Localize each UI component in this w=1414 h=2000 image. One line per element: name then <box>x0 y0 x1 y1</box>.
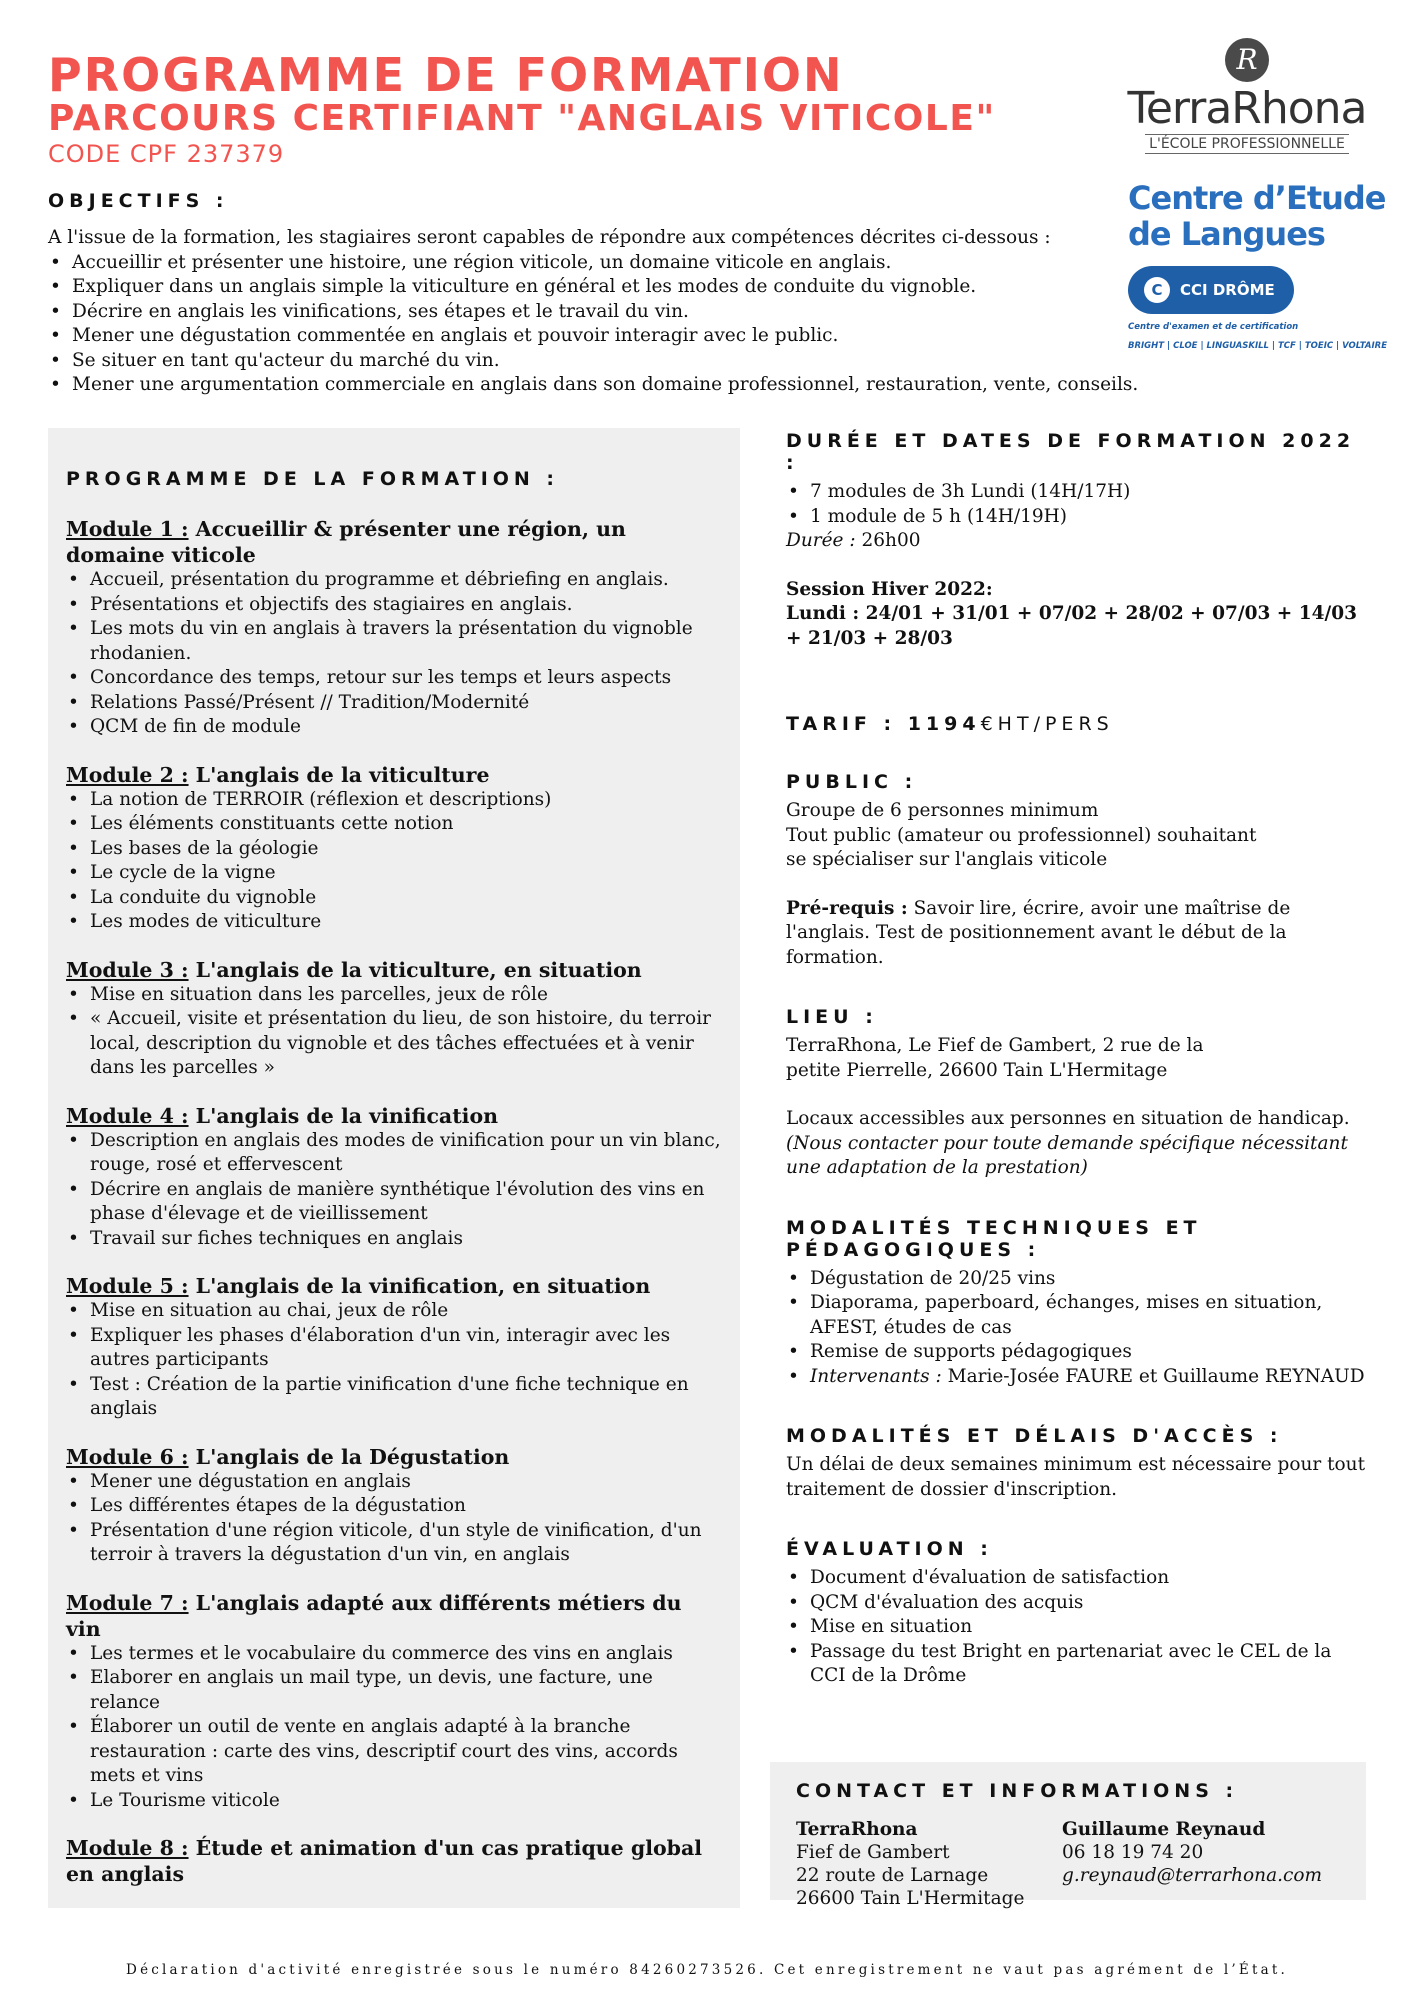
module-title <box>66 1590 722 1642</box>
list-item: • Relations Passé/Présent // Tradition/Modernité <box>66 691 722 716</box>
cel-note-line1: Centre d'examen et de certification <box>1128 322 1299 332</box>
module-7 <box>66 1590 722 1814</box>
modalites-acces-text: Un délai de deux semaines minimum est nécessaire pour tout traitement de dossier d'inscription. <box>786 1454 1366 1500</box>
public-title: PUBLIC : <box>786 771 918 793</box>
cci-mark-icon: C <box>1144 277 1170 303</box>
programme-title: PROGRAMME DE LA FORMATION : <box>66 468 560 490</box>
list-item: • Document d'évaluation de satisfaction <box>786 1566 1366 1591</box>
public-section <box>786 771 1366 970</box>
module-title <box>66 762 722 788</box>
intervenants-names: Marie-Josée FAURE et Guillaume REYNAUD <box>941 1365 1365 1387</box>
list-item: • Les bases de la géologie <box>66 837 722 862</box>
public-line2: Tout public (amateur ou professionnel) souhaitant <box>786 824 1257 846</box>
module-label: Module 8 : <box>66 1836 189 1860</box>
objectifs-title: OBJECTIFS : <box>48 190 229 212</box>
list-item: • Expliquer dans un anglais simple la viticulture en général et les modes de conduite du vignoble. <box>48 275 1198 300</box>
session-dates: Lundi : 24/01 + 31/01 + 07/02 + 28/02 + 07/03 + 14/03 + 21/03 + 28/03 <box>786 603 1357 649</box>
module-title <box>66 1444 722 1470</box>
module-label: Module 5 : <box>66 1274 189 1298</box>
terrarhona-logo <box>1116 38 1378 154</box>
evaluation-list <box>786 1566 1366 1689</box>
list-item: • QCM de fin de module <box>66 715 722 740</box>
module-name: Étude et animation d'un cas pratique global en anglais <box>66 1836 703 1886</box>
info-column <box>786 430 1366 1725</box>
module-title <box>66 516 722 568</box>
lieu-title: LIEU : <box>786 1006 878 1028</box>
module-title <box>66 1835 722 1887</box>
module-6 <box>66 1444 722 1568</box>
tarif-label: TARIF : <box>786 713 908 735</box>
cci-label: CCI DRÔME <box>1180 281 1275 299</box>
list-item: • « Accueil, visite et présentation du lieu, de son histoire, du terroir local, description du vignoble et des tâches effectuées et à venir dans les parcelles » <box>66 1007 722 1081</box>
public-line1: Groupe de 6 personnes minimum <box>786 800 1099 821</box>
intervenants-label: Intervenants : <box>810 1365 942 1387</box>
module-4 <box>66 1103 722 1252</box>
list-item: • Mener une argumentation commerciale en anglais dans son domaine professionnel, restauration, vente, conseils. <box>48 373 1198 398</box>
cel-title-line1: Centre d’Etude <box>1128 179 1386 217</box>
list-item: • Les mots du vin en anglais à travers la présentation du vignoble rhodanien. <box>66 617 722 666</box>
tarif-line <box>786 713 1366 735</box>
module-label: Module 3 : <box>66 957 189 982</box>
module-3 <box>66 957 722 1081</box>
org-address-1: Fief de Gambert <box>796 1842 950 1863</box>
access-text: Locaux accessibles aux personnes en situation de handicap. <box>786 1108 1350 1129</box>
module-8 <box>66 1835 722 1887</box>
objectifs-list <box>48 251 1198 398</box>
duree-total <box>786 529 1366 554</box>
tarif-unit: €HT/PERS <box>980 713 1114 735</box>
cpf-code: CODE CPF 237379 <box>48 140 285 168</box>
modalites-tech-title: MODALITÉS TECHNIQUES ET PÉDAGOGIQUES : <box>786 1216 1202 1261</box>
lieu-section <box>786 1006 1366 1181</box>
module-name: L'anglais de la viticulture <box>188 762 490 787</box>
evaluation-title: ÉVALUATION : <box>786 1538 993 1560</box>
programme-panel <box>48 428 740 1908</box>
list-item: • Les différentes étapes de la dégustation <box>66 1494 722 1519</box>
contact-person <box>1062 1818 1322 1910</box>
evaluation-section <box>786 1538 1366 1689</box>
list-item: • Remise de supports pédagogiques <box>786 1340 1366 1365</box>
module-1 <box>66 516 722 740</box>
module-5 <box>66 1273 722 1422</box>
module-name: L'anglais de la viticulture, en situation <box>188 957 642 982</box>
module-items <box>66 1129 722 1252</box>
module-name: L'anglais de la vinification, en situation <box>188 1274 651 1298</box>
module-label: Module 7 : <box>66 1590 189 1615</box>
list-item <box>786 1365 1366 1390</box>
prerequis-label: Pré-requis : <box>786 897 908 919</box>
list-item: • 1 module de 5 h (14H/19H) <box>786 505 1366 530</box>
module-label: Module 1 : <box>66 517 189 541</box>
module-items <box>66 1299 722 1422</box>
prerequis-text: Savoir lire, écrire, avoir une maîtrise de l'anglais. Test de positionnement avant le début de la formation. <box>786 897 1291 968</box>
modalites-acces-section <box>786 1425 1366 1502</box>
module-name: Accueillir & présenter une région, un domaine viticole <box>66 517 626 567</box>
module-name: L'anglais adapté aux différents métiers du vin <box>66 1590 682 1641</box>
list-item: • Le Tourisme viticole <box>66 1789 722 1814</box>
list-item: • Le cycle de la vigne <box>66 861 722 886</box>
module-items <box>66 788 722 935</box>
duree-label: Durée : <box>786 530 856 551</box>
list-item: • Passage du test Bright en partenariat avec le CEL de la CCI de la Drôme <box>786 1640 1366 1689</box>
list-item: • Mener une dégustation en anglais <box>66 1470 722 1495</box>
list-item: • Accueil, présentation du programme et débriefing en anglais. <box>66 568 722 593</box>
terrarhona-mark-icon: R <box>1225 38 1269 82</box>
list-item: • 7 modules de 3h Lundi (14H/17H) <box>786 480 1366 505</box>
list-item: • Travail sur fiches techniques en anglais <box>66 1227 722 1252</box>
access-note: (Nous contacter pour toute demande spécifique nécessitant une adaptation de la prestation) <box>786 1132 1348 1178</box>
module-2 <box>66 762 722 935</box>
module-title <box>66 957 722 983</box>
module-title <box>66 1103 722 1129</box>
session-label: Session Hiver 2022: <box>786 578 993 600</box>
list-item: • Mise en situation au chai, jeux de rôle <box>66 1299 722 1324</box>
module-items <box>66 983 722 1081</box>
list-item: • Mise en situation dans les parcelles, jeux de rôle <box>66 983 722 1008</box>
objectifs-section <box>48 190 1198 398</box>
contact-title: CONTACT ET INFORMATIONS : <box>796 1780 1239 1802</box>
prerequis <box>786 897 1366 971</box>
footer-declaration: Déclaration d'activité enregistrée sous le numéro 84260273526. Cet enregistrement ne vaut pas agrément de l’État. <box>126 1962 1288 1978</box>
list-item: • Les éléments constituants cette notion <box>66 812 722 837</box>
list-item: • Mener une dégustation commentée en anglais et pouvoir interagir avec le public. <box>48 324 1198 349</box>
modalites-acces-title: MODALITÉS ET DÉLAIS D'ACCÈS : <box>786 1425 1283 1447</box>
list-item: • La notion de TERROIR (réflexion et descriptions) <box>66 788 722 813</box>
lieu-line1: TerraRhona, Le Fief de Gambert, 2 rue de la <box>786 1035 1204 1056</box>
duree-value: 26h00 <box>855 530 921 551</box>
module-name: L'anglais de la Dégustation <box>188 1444 510 1469</box>
contact-org <box>796 1818 1062 1910</box>
module-name: L'anglais de la vinification <box>188 1103 499 1128</box>
list-item: • Se situer en tant qu'acteur du marché du vin. <box>48 349 1198 374</box>
list-item: • Présentations et objectifs des stagiaires en anglais. <box>66 593 722 618</box>
org-name: TerraRhona <box>796 1819 918 1840</box>
duree-section <box>786 430 1366 651</box>
list-item: • Présentation d'une région viticole, d'un style de vinification, d'un terroir à travers la dégustation d'un vin, en anglais <box>66 1519 722 1568</box>
person-name: Guillaume Reynaud <box>1062 1819 1266 1840</box>
cel-title-line2: de Langues <box>1128 215 1325 253</box>
list-item: • Accueillir et présenter une histoire, une région viticole, un domaine viticole en anglais. <box>48 251 1198 276</box>
list-item: • La conduite du vignoble <box>66 886 722 911</box>
list-item: • Décrire en anglais de manière synthétique l'évolution des vins en phase d'élevage et de vieillissement <box>66 1178 722 1227</box>
module-label: Module 2 : <box>66 762 189 787</box>
lieu-access <box>786 1107 1366 1181</box>
module-items <box>66 1642 722 1814</box>
terrarhona-name: TerraRhona <box>1127 83 1367 134</box>
contact-columns <box>796 1818 1340 1910</box>
list-item: • Diaporama, paperboard, échanges, mises en situation, AFEST, études de cas <box>786 1291 1366 1340</box>
module-items <box>66 568 722 740</box>
list-item: • Mise en situation <box>786 1615 1366 1640</box>
module-items <box>66 1470 722 1568</box>
lieu-line2: petite Pierrelle, 26600 Tain L'Hermitage <box>786 1059 1168 1081</box>
list-item: • Description en anglais des modes de vinification pour un vin blanc, rouge, rosé et effervescent <box>66 1129 722 1178</box>
module-label: Module 6 : <box>66 1444 189 1469</box>
list-item: • Concordance des temps, retour sur les temps et leurs aspects <box>66 666 722 691</box>
page-subtitle: PARCOURS CERTIFIANT "ANGLAIS VITICOLE" <box>48 98 996 139</box>
org-address-2: 22 route de Larnage <box>796 1865 989 1886</box>
list-item: • Test : Création de la partie vinification d'une fiche technique en anglais <box>66 1373 722 1422</box>
cel-note-line2: BRIGHT | CLOE | LINGUASKILL | TCF | TOEIC | VOLTAIRE <box>1128 341 1388 351</box>
terrarhona-tagline: L'ÉCOLE PROFESSIONNELLE <box>1145 134 1349 154</box>
contact-box <box>770 1762 1366 1909</box>
list-item: • Elaborer en anglais un mail type, un devis, une facture, une relance <box>66 1666 722 1715</box>
list-item: • Expliquer les phases d'élaboration d'un vin, interagir avec les autres participants <box>66 1324 722 1373</box>
list-item: • QCM d'évaluation des acquis <box>786 1591 1366 1616</box>
person-phone[interactable]: 06 18 19 74 20 <box>1062 1842 1204 1863</box>
modalites-tech-list <box>786 1267 1366 1390</box>
tarif-amount: 1194 <box>907 713 981 735</box>
module-label: Module 4 : <box>66 1103 189 1128</box>
duree-title: DURÉE ET DATES DE FORMATION 2022 : <box>786 430 1356 474</box>
modalites-tech-section <box>786 1217 1366 1390</box>
org-address-3: 26600 Tain L'Hermitage <box>796 1888 1025 1909</box>
list-item: • Dégustation de 20/25 vins <box>786 1267 1366 1292</box>
list-item: • Élaborer un outil de vente en anglais adapté à la branche restauration : carte des vins, descriptif court des vins, accords mets et vins <box>66 1715 722 1789</box>
list-item: • Les modes de viticulture <box>66 910 722 935</box>
list-item: • Décrire en anglais les vinifications, ses étapes et le travail du vin. <box>48 300 1198 325</box>
page-title: PROGRAMME DE FORMATION <box>48 48 844 102</box>
module-title <box>66 1273 722 1299</box>
tarif-section <box>786 713 1366 735</box>
objectifs-intro: A l'issue de la formation, les stagiaires seront capables de répondre aux compétences décrites ci-dessous : <box>48 227 1051 248</box>
duree-list <box>786 480 1366 529</box>
person-email[interactable]: g.reynaud@terrarhona.com <box>1062 1865 1323 1886</box>
list-item: • Les termes et le vocabulaire du commerce des vins en anglais <box>66 1642 722 1667</box>
public-line3: se spécialiser sur l'anglais viticole <box>786 849 1108 870</box>
